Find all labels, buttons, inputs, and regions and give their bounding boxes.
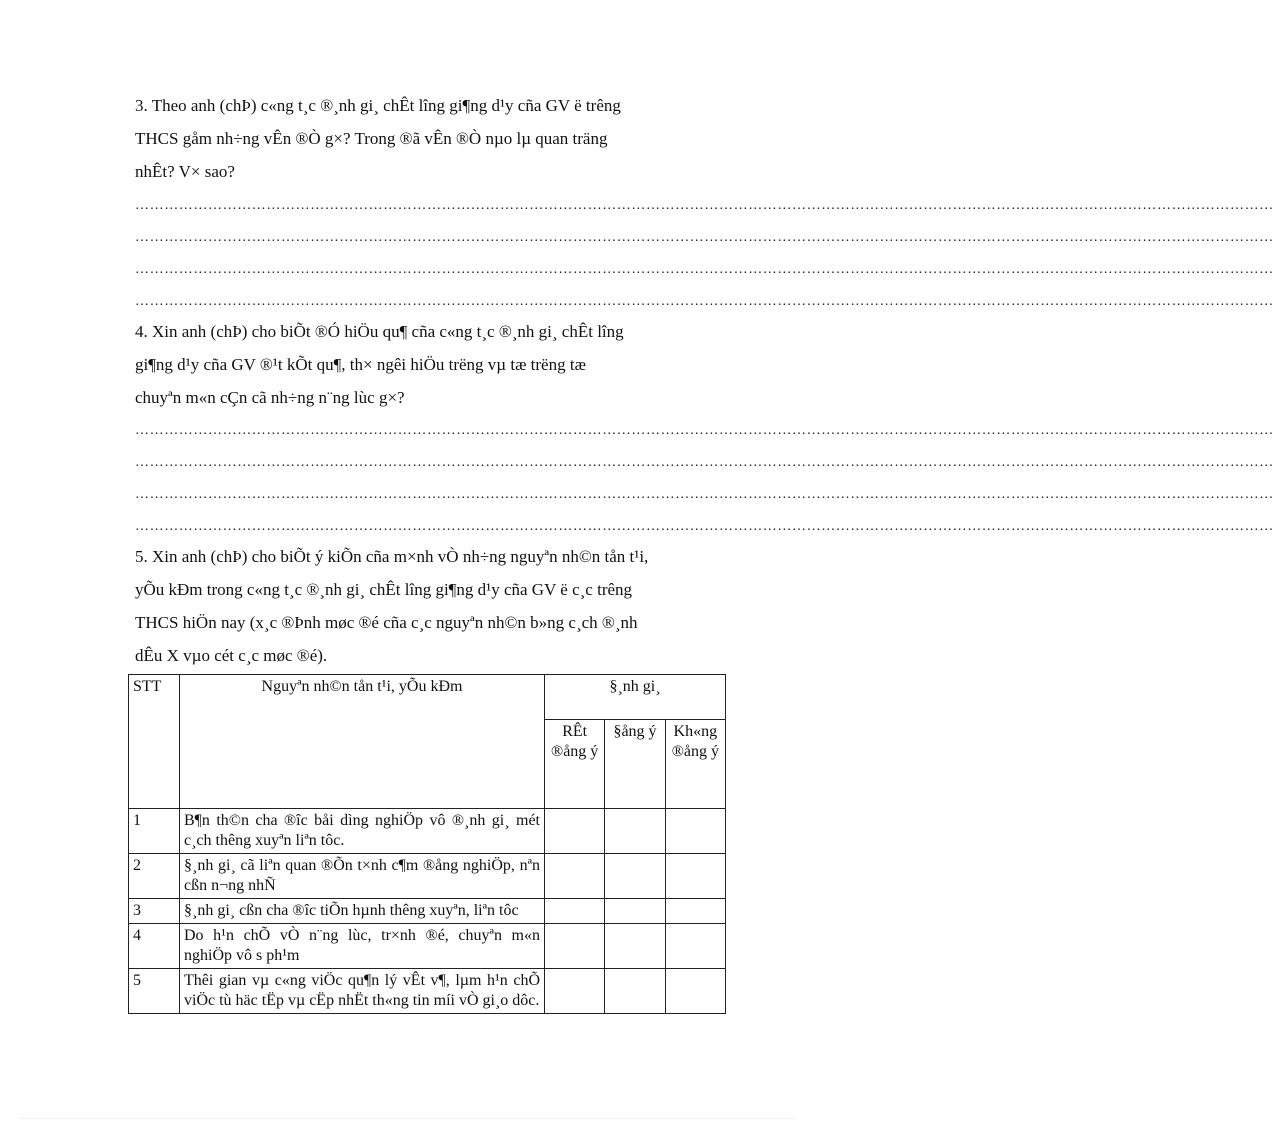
checkbox-cell-agree[interactable] — [605, 924, 665, 969]
checkbox-cell-agree-strongly[interactable] — [545, 924, 605, 969]
checkbox-cell-agree-strongly[interactable] — [545, 809, 605, 854]
table-row — [129, 809, 726, 854]
checkbox-cell-agree[interactable] — [605, 969, 665, 1014]
question-4 — [135, 315, 717, 414]
question-5-line: dÊu X vµo cét c¸c møc ®é). — [135, 646, 328, 665]
row-cause: B¶n th©n cha ®îc båi dìng nghiÖp vô ®¸nh gi¸ mét c¸ch thêng xuyªn liªn tôc. — [180, 809, 545, 854]
question-5-line: 5. Xin anh (chÞ) cho biÕt ý kiÕn cña m×nh vÒ nh÷ng nguyªn nh©n tån t¹i, — [135, 547, 649, 566]
checkbox-cell-disagree[interactable] — [665, 969, 725, 1014]
checkbox-cell-agree[interactable] — [605, 854, 665, 899]
checkbox-cell-agree-strongly[interactable] — [545, 969, 605, 1014]
answer-line[interactable]: ……………………………………………………………………………………………………………………………………………………………………………………………………………… — [135, 230, 1274, 245]
question-3-line: THCS gåm nh÷ng vÊn ®Ò g×? Trong ®ã vÊn ®Ò nµo lµ quan träng — [135, 129, 608, 148]
answer-line[interactable]: ……………………………………………………………………………………………………………………………………………………………………………………………………………… — [135, 262, 1274, 277]
header-stt: STT — [129, 675, 180, 809]
checkbox-cell-agree-strongly[interactable] — [545, 899, 605, 924]
question-3-line: nhÊt? V× sao? — [135, 162, 235, 181]
question-5 — [135, 540, 717, 672]
checkbox-cell-disagree[interactable] — [665, 809, 725, 854]
row-number: 5 — [129, 969, 180, 1014]
row-number: 3 — [129, 899, 180, 924]
answer-line[interactable]: ……………………………………………………………………………………………………………………………………………………………………………………………………………… — [135, 198, 1274, 213]
table-row — [129, 969, 726, 1014]
page-bottom-divider — [20, 1118, 796, 1119]
answer-line[interactable]: ……………………………………………………………………………………………………………………………………………………………………………………………………………… — [135, 487, 1274, 502]
row-number: 2 — [129, 854, 180, 899]
evaluation-table — [128, 674, 726, 1014]
header-cause: Nguyªn nh©n tån t¹i, yÕu kÐm — [180, 675, 545, 809]
checkbox-cell-disagree[interactable] — [665, 924, 725, 969]
checkbox-cell-agree[interactable] — [605, 899, 665, 924]
checkbox-cell-disagree[interactable] — [665, 899, 725, 924]
answer-line[interactable]: ……………………………………………………………………………………………………………………………………………………………………………………………………………… — [135, 423, 1274, 438]
header-agree: §ång ý — [605, 720, 665, 809]
answer-line[interactable]: ……………………………………………………………………………………………………………………………………………………………………………………………………………… — [135, 519, 1274, 534]
row-cause: §¸nh gi¸ cã liªn quan ®Õn t×nh c¶m ®ång nghiÖp, nªn cßn n¬ng nhÑ — [180, 854, 545, 899]
question-5-line: THCS hiÖn nay (x¸c ®Þnh møc ®é cña c¸c nguyªn nh©n b»ng c¸ch ®¸nh — [135, 613, 638, 632]
question-4-line: chuyªn m«n cÇn cã nh÷ng n¨ng lùc g×? — [135, 388, 405, 407]
table-row — [129, 899, 726, 924]
question-4-line: gi¶ng d¹y cña GV ®¹t kÕt qu¶, th× ngêi hiÖu trëng vµ tæ trëng tæ — [135, 355, 586, 374]
question-3-line: 3. Theo anh (chÞ) c«ng t¸c ®¸nh gi¸ chÊt lîng gi¶ng d¹y cña GV ë trêng — [135, 96, 621, 115]
row-cause: Do h¹n chÕ vÒ n¨ng lùc, tr×nh ®é, chuyªn m«n nghiÖp vô s ph¹m — [180, 924, 545, 969]
row-cause: §¸nh gi¸ cßn cha ®îc tiÕn hµnh thêng xuyªn, liªn tôc — [180, 899, 545, 924]
header-evaluation: §¸nh gi¸ — [545, 675, 726, 720]
row-number: 4 — [129, 924, 180, 969]
table-row — [129, 924, 726, 969]
answer-line[interactable]: ……………………………………………………………………………………………………………………………………………………………………………………………………………… — [135, 455, 1274, 470]
checkbox-cell-disagree[interactable] — [665, 854, 725, 899]
question-5-line: yÕu kÐm trong c«ng t¸c ®¸nh gi¸ chÊt lîng gi¶ng d¹y cña GV ë c¸c trêng — [135, 580, 633, 599]
header-disagree: Kh«ng ®ång ý — [665, 720, 725, 809]
table-row — [129, 854, 726, 899]
row-cause: Thêi gian vµ c«ng viÖc qu¶n lý vÊt v¶, lµm h¹n chÕ viÖc tù häc tËp vµ cËp nhËt th«ng tin míi vÒ gi¸o dôc. — [180, 969, 545, 1014]
question-3 — [135, 89, 717, 188]
row-number: 1 — [129, 809, 180, 854]
checkbox-cell-agree-strongly[interactable] — [545, 854, 605, 899]
question-4-line: 4. Xin anh (chÞ) cho biÕt ®Ó hiÖu qu¶ cña c«ng t¸c ®¸nh gi¸ chÊt lîng — [135, 322, 624, 341]
checkbox-cell-agree[interactable] — [605, 809, 665, 854]
header-agree-strongly: RÊt ®ång ý — [545, 720, 605, 809]
answer-line[interactable]: ……………………………………………………………………………………………………………………………………………………………………………………………………………… — [135, 294, 1274, 309]
